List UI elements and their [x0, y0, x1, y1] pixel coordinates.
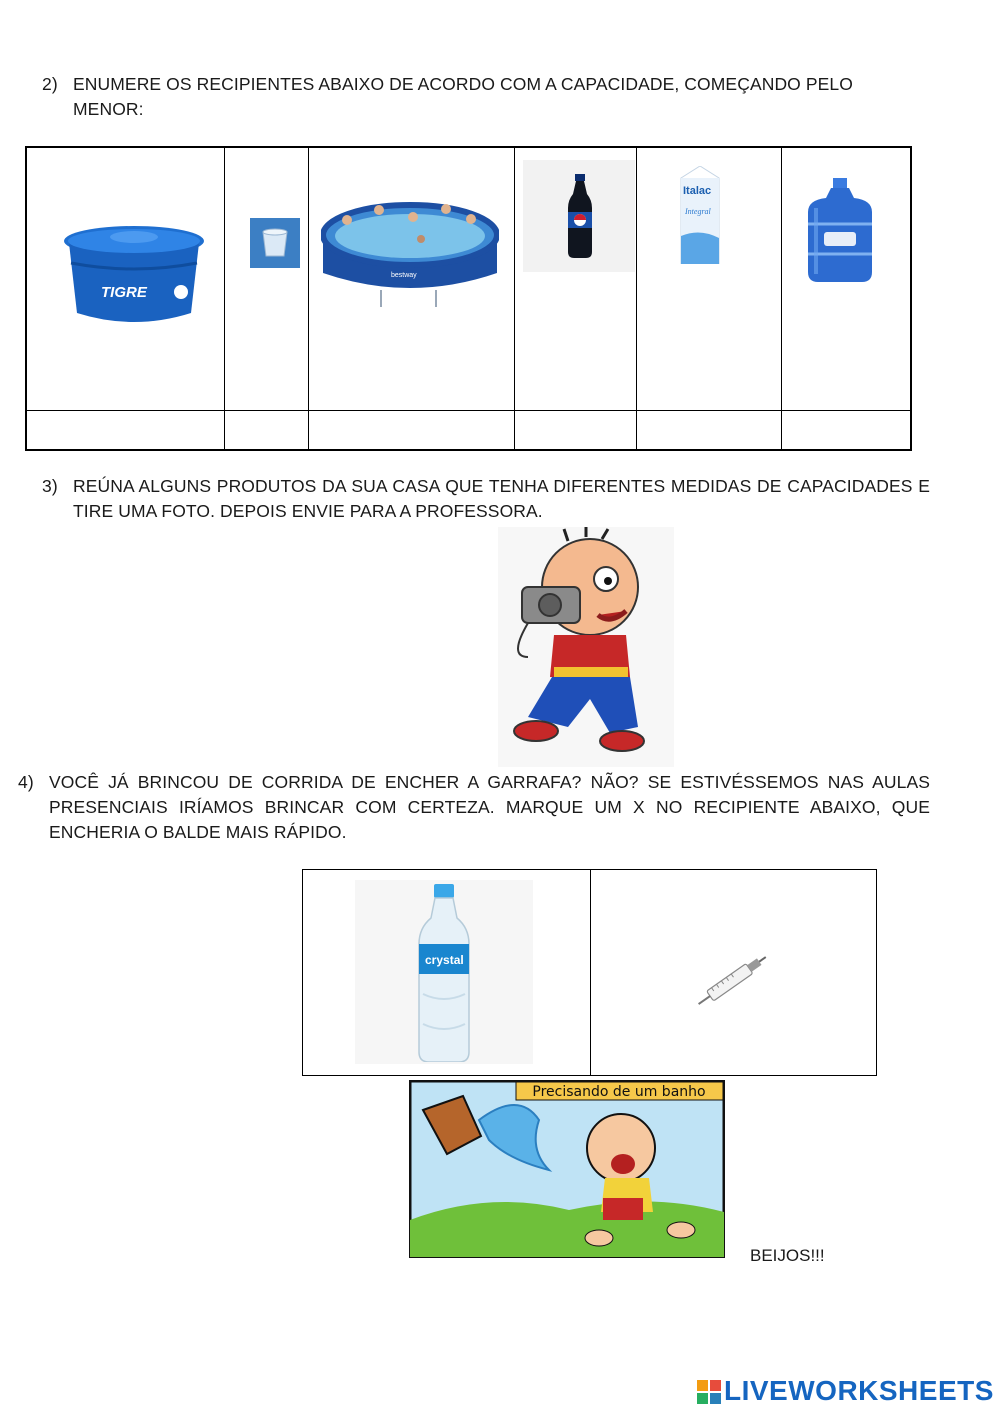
answer-water-gallon[interactable] — [782, 411, 910, 452]
question-2 — [42, 72, 922, 122]
comic-illustration — [409, 1080, 725, 1258]
answer-row — [27, 410, 910, 452]
pool-image — [321, 195, 499, 313]
closing-text: BEIJOS!!! — [750, 1246, 825, 1265]
containers-table — [25, 146, 912, 451]
water-gallon-image — [804, 178, 876, 282]
question-3 — [42, 474, 930, 524]
question-2-number: 2) — [42, 74, 58, 94]
question-4-number: 4) — [18, 772, 34, 792]
answer-water-tank[interactable] — [27, 411, 225, 452]
bottle-brand: crystal — [425, 953, 464, 967]
question-4-text: VOCÊ JÁ BRINCOU DE CORRIDA DE ENCHER A GARRAFA? NÃO? SE ESTIVÉSSEMOS NAS AULAS PRESENCIAIS IRÍAMOS BRINCAR COM CERTEZA. MARQUE UM X NO RECIPIENTE ABAIXO, QUE ENCHERIA O BALDE MAIS RÁPIDO. — [49, 772, 930, 842]
answer-soda-bottle[interactable] — [515, 411, 637, 452]
comic-caption: Precisando de um banho — [532, 1084, 706, 1100]
milk-sub: Integral — [685, 207, 711, 216]
svg-text:bestway: bestway — [391, 272, 417, 279]
question-3-text: REÚNA ALGUNS PRODUTOS DA SUA CASA QUE TENHA DIFERENTES MEDIDAS DE CAPACIDADES E TIRE UMA FOTO. DEPOIS ENVIE PARA A PROFESSORA. — [73, 476, 930, 521]
water-bottle-image — [417, 884, 471, 1062]
milk-brand: Italac — [683, 185, 712, 197]
measuring-cup-image — [250, 218, 300, 268]
answer-milk-carton[interactable] — [637, 411, 782, 452]
syringe-image — [691, 948, 775, 1012]
tank-logo: TIGRE — [101, 284, 147, 301]
column-measuring-cup — [225, 148, 309, 449]
fill-race-table — [302, 869, 877, 1076]
option-water-bottle[interactable] — [303, 870, 590, 1075]
question-4 — [18, 770, 930, 845]
soda-bottle-image — [565, 174, 595, 258]
liveworksheets-logo-icon — [697, 1380, 721, 1404]
answer-pool[interactable] — [309, 411, 515, 452]
liveworksheets-brand[interactable]: LIVEWORKSHEETS — [724, 1375, 994, 1406]
question-3-number: 3) — [42, 476, 58, 496]
answer-measuring-cup[interactable] — [225, 411, 309, 452]
water-tank-image — [61, 223, 207, 328]
question-2-text: ENUMERE OS RECIPIENTES ABAIXO DE ACORDO COM A CAPACIDADE, COMEÇANDO PELO MENOR: — [73, 74, 853, 119]
cartoon-camera-illustration — [498, 527, 674, 767]
milk-carton-image — [679, 166, 721, 264]
option-syringe[interactable] — [591, 870, 876, 1075]
